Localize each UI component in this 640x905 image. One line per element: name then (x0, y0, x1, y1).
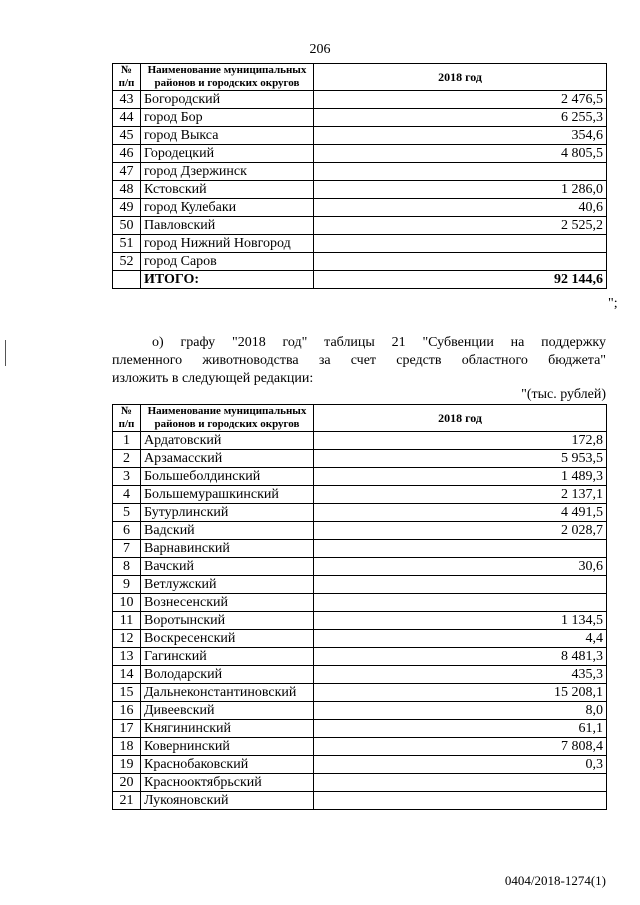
breeding-subvention-table (112, 404, 607, 810)
district-name-cell: город Дзержинск (141, 163, 314, 181)
row-number-cell: 7 (113, 540, 141, 558)
row-number-cell: 20 (113, 774, 141, 792)
value-cell: 7 808,4 (314, 738, 607, 756)
district-name-cell: Варнавинский (141, 540, 314, 558)
district-name-cell: город Саров (141, 253, 314, 271)
row-number-cell: 11 (113, 612, 141, 630)
row-number-cell: 14 (113, 666, 141, 684)
row-number-cell: 43 (113, 91, 141, 109)
row-number-cell: 52 (113, 253, 141, 271)
table-row (113, 576, 607, 594)
total-label: ИТОГО: (141, 271, 314, 289)
column-header-year: 2018 год (314, 405, 607, 432)
row-number-cell: 6 (113, 522, 141, 540)
row-number-cell: 13 (113, 648, 141, 666)
closing-quote-mark: "; (608, 296, 618, 311)
value-cell (314, 253, 607, 271)
row-number-cell: 5 (113, 504, 141, 522)
table-row (113, 235, 607, 253)
district-name-cell: Дальнеконстантиновский (141, 684, 314, 702)
district-name-cell: Кстовский (141, 181, 314, 199)
total-number-cell (113, 271, 141, 289)
table-row (113, 486, 607, 504)
table-row (113, 450, 607, 468)
row-number-cell: 48 (113, 181, 141, 199)
district-name-cell: Воротынский (141, 612, 314, 630)
value-cell (314, 774, 607, 792)
value-cell: 8,0 (314, 702, 607, 720)
column-header-name: Наименование муниципальных районов и городских округов (141, 405, 314, 432)
table-row (113, 504, 607, 522)
row-number-cell: 49 (113, 199, 141, 217)
value-cell: 2 476,5 (314, 91, 607, 109)
column-header-name: Наименование муниципальных районов и городских округов (141, 64, 314, 91)
total-row (113, 271, 607, 289)
table-row (113, 199, 607, 217)
district-name-cell: Дивеевский (141, 702, 314, 720)
value-cell: 0,3 (314, 756, 607, 774)
row-number-cell: 51 (113, 235, 141, 253)
table-row (113, 648, 607, 666)
table-row (113, 253, 607, 271)
district-name-cell: Богородский (141, 91, 314, 109)
district-name-cell: Княгининский (141, 720, 314, 738)
table-row (113, 91, 607, 109)
row-number-cell: 10 (113, 594, 141, 612)
row-number-cell: 47 (113, 163, 141, 181)
row-number-cell: 3 (113, 468, 141, 486)
value-cell: 15 208,1 (314, 684, 607, 702)
value-cell: 2 137,1 (314, 486, 607, 504)
row-number-cell: 1 (113, 432, 141, 450)
table-row (113, 181, 607, 199)
value-cell (314, 163, 607, 181)
value-cell: 4 491,5 (314, 504, 607, 522)
row-number-cell: 17 (113, 720, 141, 738)
row-number-cell: 45 (113, 127, 141, 145)
value-cell: 1 134,5 (314, 612, 607, 630)
table-row (113, 558, 607, 576)
amendment-paragraph (112, 334, 606, 388)
row-number-cell: 2 (113, 450, 141, 468)
row-number-cell: 19 (113, 756, 141, 774)
row-number-cell: 44 (113, 109, 141, 127)
district-name-cell: Краснобаковский (141, 756, 314, 774)
district-name-cell: Городецкий (141, 145, 314, 163)
paragraph-line-1: о) графу "2018 год" таблицы 21 "Субвенции на поддержку (152, 335, 606, 350)
table-row (113, 127, 607, 145)
district-name-cell: Вознесенский (141, 594, 314, 612)
row-number-cell: 4 (113, 486, 141, 504)
table-row (113, 145, 607, 163)
district-name-cell: Володарский (141, 666, 314, 684)
row-number-cell: 9 (113, 576, 141, 594)
district-name-cell: город Выкса (141, 127, 314, 145)
value-cell: 40,6 (314, 199, 607, 217)
table-header-row (113, 405, 607, 432)
district-name-cell: город Бор (141, 109, 314, 127)
value-cell (314, 235, 607, 253)
table-row (113, 702, 607, 720)
table-body (113, 91, 607, 271)
value-cell: 1 489,3 (314, 468, 607, 486)
page-number: 206 (309, 42, 331, 57)
row-number-cell: 8 (113, 558, 141, 576)
table-row (113, 630, 607, 648)
value-cell: 1 286,0 (314, 181, 607, 199)
row-number-cell: 15 (113, 684, 141, 702)
table-header-row (113, 64, 607, 91)
value-cell: 2 028,7 (314, 522, 607, 540)
table-row (113, 684, 607, 702)
table-row (113, 756, 607, 774)
row-number-cell: 18 (113, 738, 141, 756)
row-number-cell: 16 (113, 702, 141, 720)
value-cell (314, 792, 607, 810)
table-row (113, 612, 607, 630)
row-number-cell: 21 (113, 792, 141, 810)
district-name-cell: Большемурашкинский (141, 486, 314, 504)
value-cell: 30,6 (314, 558, 607, 576)
table-row (113, 468, 607, 486)
table-row (113, 432, 607, 450)
row-number-cell: 12 (113, 630, 141, 648)
table-row (113, 217, 607, 235)
value-cell: 5 953,5 (314, 450, 607, 468)
table-row (113, 720, 607, 738)
district-name-cell: город Кулебаки (141, 199, 314, 217)
table-row (113, 792, 607, 810)
district-name-cell: Ардатовский (141, 432, 314, 450)
table-row (113, 540, 607, 558)
district-name-cell: город Нижний Новгород (141, 235, 314, 253)
paragraph-line-3: изложить в следующей редакции: (112, 371, 314, 386)
district-name-cell: Арзамасский (141, 450, 314, 468)
table-row (113, 594, 607, 612)
row-number-cell: 46 (113, 145, 141, 163)
row-number-cell: 50 (113, 217, 141, 235)
margin-mark (5, 340, 6, 366)
value-cell (314, 576, 607, 594)
document-code: 0404/2018-1274(1) (504, 873, 606, 888)
table-row (113, 163, 607, 181)
district-name-cell: Воскресенский (141, 630, 314, 648)
value-cell (314, 594, 607, 612)
value-cell: 354,6 (314, 127, 607, 145)
value-cell: 6 255,3 (314, 109, 607, 127)
column-header-year: 2018 год (314, 64, 607, 91)
units-label: "(тыс. рублей) (521, 387, 606, 402)
district-name-cell: Большеболдинский (141, 468, 314, 486)
table-row (113, 774, 607, 792)
value-cell: 8 481,3 (314, 648, 607, 666)
district-name-cell: Ковернинский (141, 738, 314, 756)
subvention-table-continued (112, 63, 607, 289)
table-row (113, 738, 607, 756)
column-header-number: № п/п (113, 405, 141, 432)
table-row (113, 666, 607, 684)
value-cell: 172,8 (314, 432, 607, 450)
value-cell: 4,4 (314, 630, 607, 648)
table-body (113, 432, 607, 810)
value-cell (314, 540, 607, 558)
district-name-cell: Краснооктябрьский (141, 774, 314, 792)
district-name-cell: Ветлужский (141, 576, 314, 594)
district-name-cell: Гагинский (141, 648, 314, 666)
district-name-cell: Вачский (141, 558, 314, 576)
paragraph-line-2: племенного животноводства за счет средств областного бюджета" (112, 353, 606, 368)
district-name-cell: Бутурлинский (141, 504, 314, 522)
district-name-cell: Павловский (141, 217, 314, 235)
value-cell: 61,1 (314, 720, 607, 738)
table-row (113, 109, 607, 127)
value-cell: 435,3 (314, 666, 607, 684)
district-name-cell: Вадский (141, 522, 314, 540)
table-row (113, 522, 607, 540)
district-name-cell: Лукояновский (141, 792, 314, 810)
value-cell: 2 525,2 (314, 217, 607, 235)
column-header-number: № п/п (113, 64, 141, 91)
value-cell: 4 805,5 (314, 145, 607, 163)
total-value: 92 144,6 (314, 271, 607, 289)
